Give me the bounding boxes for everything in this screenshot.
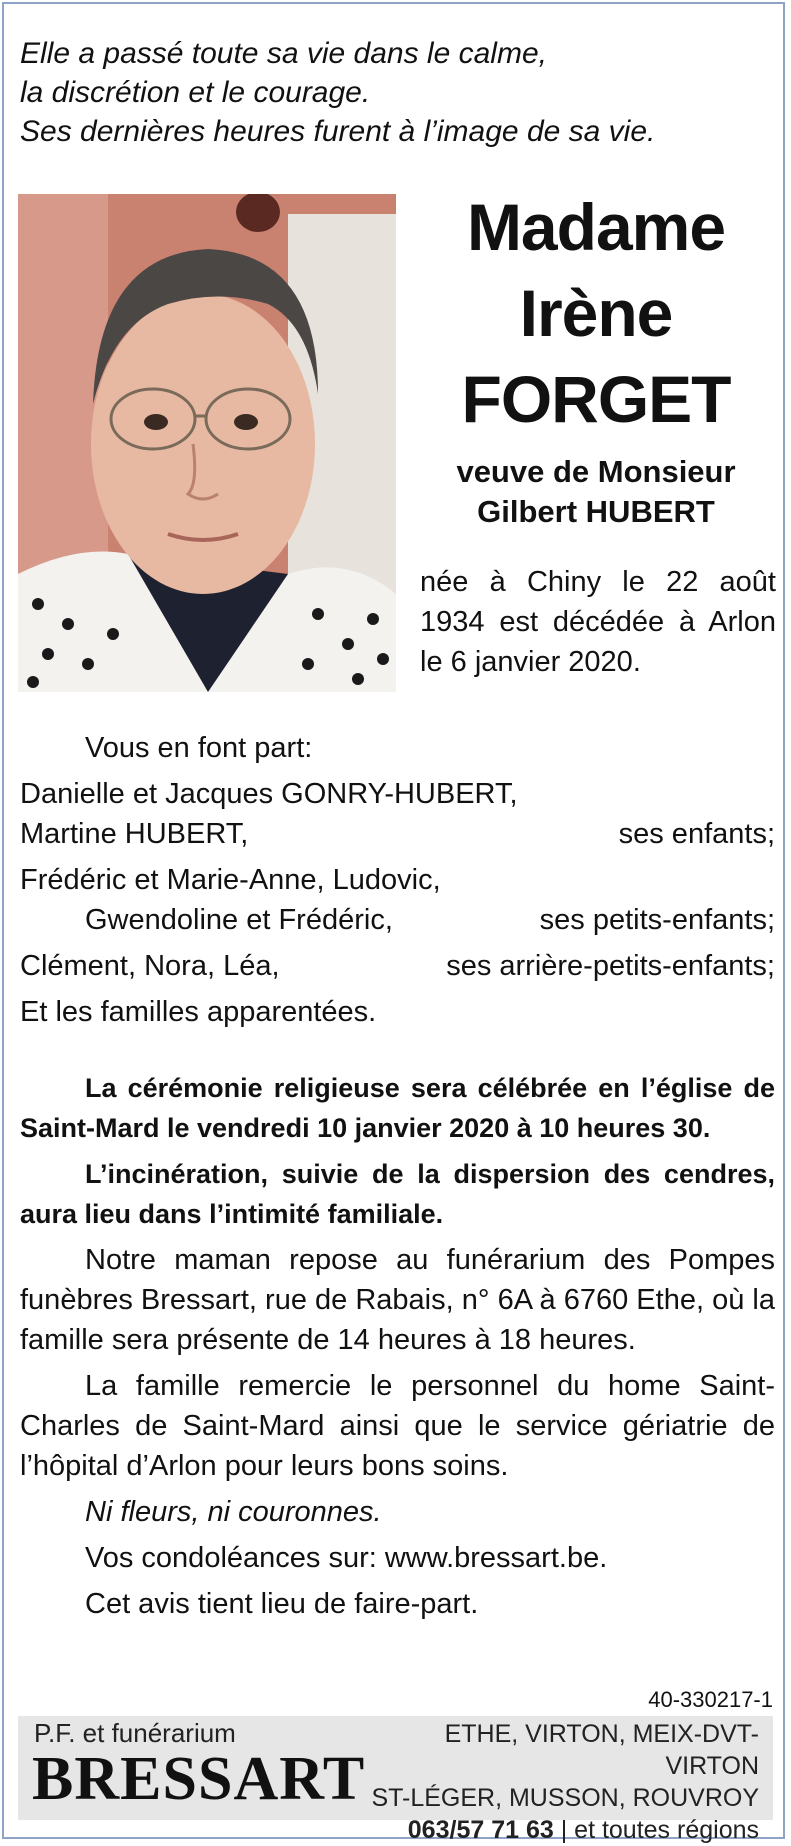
locations-line: ST-LÉGER, MUSSON, ROUVROY [371, 1784, 759, 1812]
rest-location-text: Notre maman repose au funérarium des Pompes funèbres Bressart, rue de Rabais, n° 6A à 6760 Ethe, où la famille sera présente de 14 heures à 18 heures. [20, 1244, 775, 1356]
opening-verse [20, 34, 760, 151]
family-list [20, 728, 775, 1032]
family-names: Gwendoline et Frédéric, [85, 904, 393, 936]
family-names: Martine HUBERT, [20, 818, 249, 850]
family-role: ses arrière-petits-enfants; [446, 950, 775, 982]
regions-text: | et toutes régions [560, 1816, 759, 1844]
family-role: ses petits-enfants; [539, 904, 775, 936]
family-line: Danielle et Jacques GONRY-HUBERT, [20, 778, 518, 810]
deceased-name [406, 184, 786, 442]
banner-contact [369, 1718, 759, 1846]
spouse-name: Gilbert HUBERT [477, 494, 715, 529]
bressart-logo: BRESSART [32, 1745, 366, 1813]
notice-body [20, 1068, 775, 1630]
cremation-text: L’incinération, suivie de la dispersion des cendres, aura lieu dans l’intimité familiale. [20, 1159, 775, 1229]
contact-line [369, 1814, 759, 1846]
family-line [20, 900, 775, 940]
title: Madame [466, 190, 726, 264]
verse-line: la discrétion et le courage. [20, 76, 371, 109]
portrait-photo [18, 194, 396, 692]
locations-line: ETHE, VIRTON, MEIX-DVT-VIRTON [444, 1720, 759, 1780]
verse-line: Ses dernières heures furent à l’image de sa vie. [20, 115, 656, 148]
thanks-text: La famille remercie le personnel du home Saint-Charles de Saint-Mard ainsi que le service gériatrie de l’hôpital d’Arlon pour leurs bons soins. [20, 1370, 775, 1482]
condolences-text: Vos condoléances sur: www.bressart.be. [85, 1542, 608, 1574]
birth-death-text: née à Chiny le 22 août 1934 est décédée à Arlon le 6 janvier 2020. [420, 566, 776, 678]
phone-number: 063/57 71 63 [407, 1816, 554, 1844]
family-names: Clément, Nora, Léa, [20, 950, 280, 982]
first-name: Irène [519, 276, 673, 350]
family-role: ses enfants; [618, 818, 775, 850]
family-line [20, 946, 775, 986]
reference-number: 40-330217-1 [648, 1687, 773, 1712]
family-intro: Vous en font part: [85, 732, 313, 764]
ceremony-text: La cérémonie religieuse sera célébrée en l’église de Saint-Mard le vendredi 10 janvier 2020 à 10 heures 30. [20, 1073, 775, 1143]
notice-text: Cet avis tient lieu de faire-part. [85, 1588, 479, 1620]
banner-subtitle: P.F. et funérarium [34, 1718, 236, 1748]
family-line: Et les familles apparentées. [20, 996, 377, 1028]
widow-line: veuve de Monsieur [456, 454, 736, 489]
verse-line: Elle a passé toute sa vie dans le calme, [20, 37, 547, 70]
family-line: Frédéric et Marie-Anne, Ludovic, [20, 864, 441, 896]
last-name: FORGET [461, 362, 731, 436]
family-line [20, 814, 775, 854]
widow-of [406, 452, 786, 532]
funeral-home-banner [18, 1716, 773, 1844]
no-flowers-text: Ni fleurs, ni couronnes. [85, 1496, 382, 1528]
